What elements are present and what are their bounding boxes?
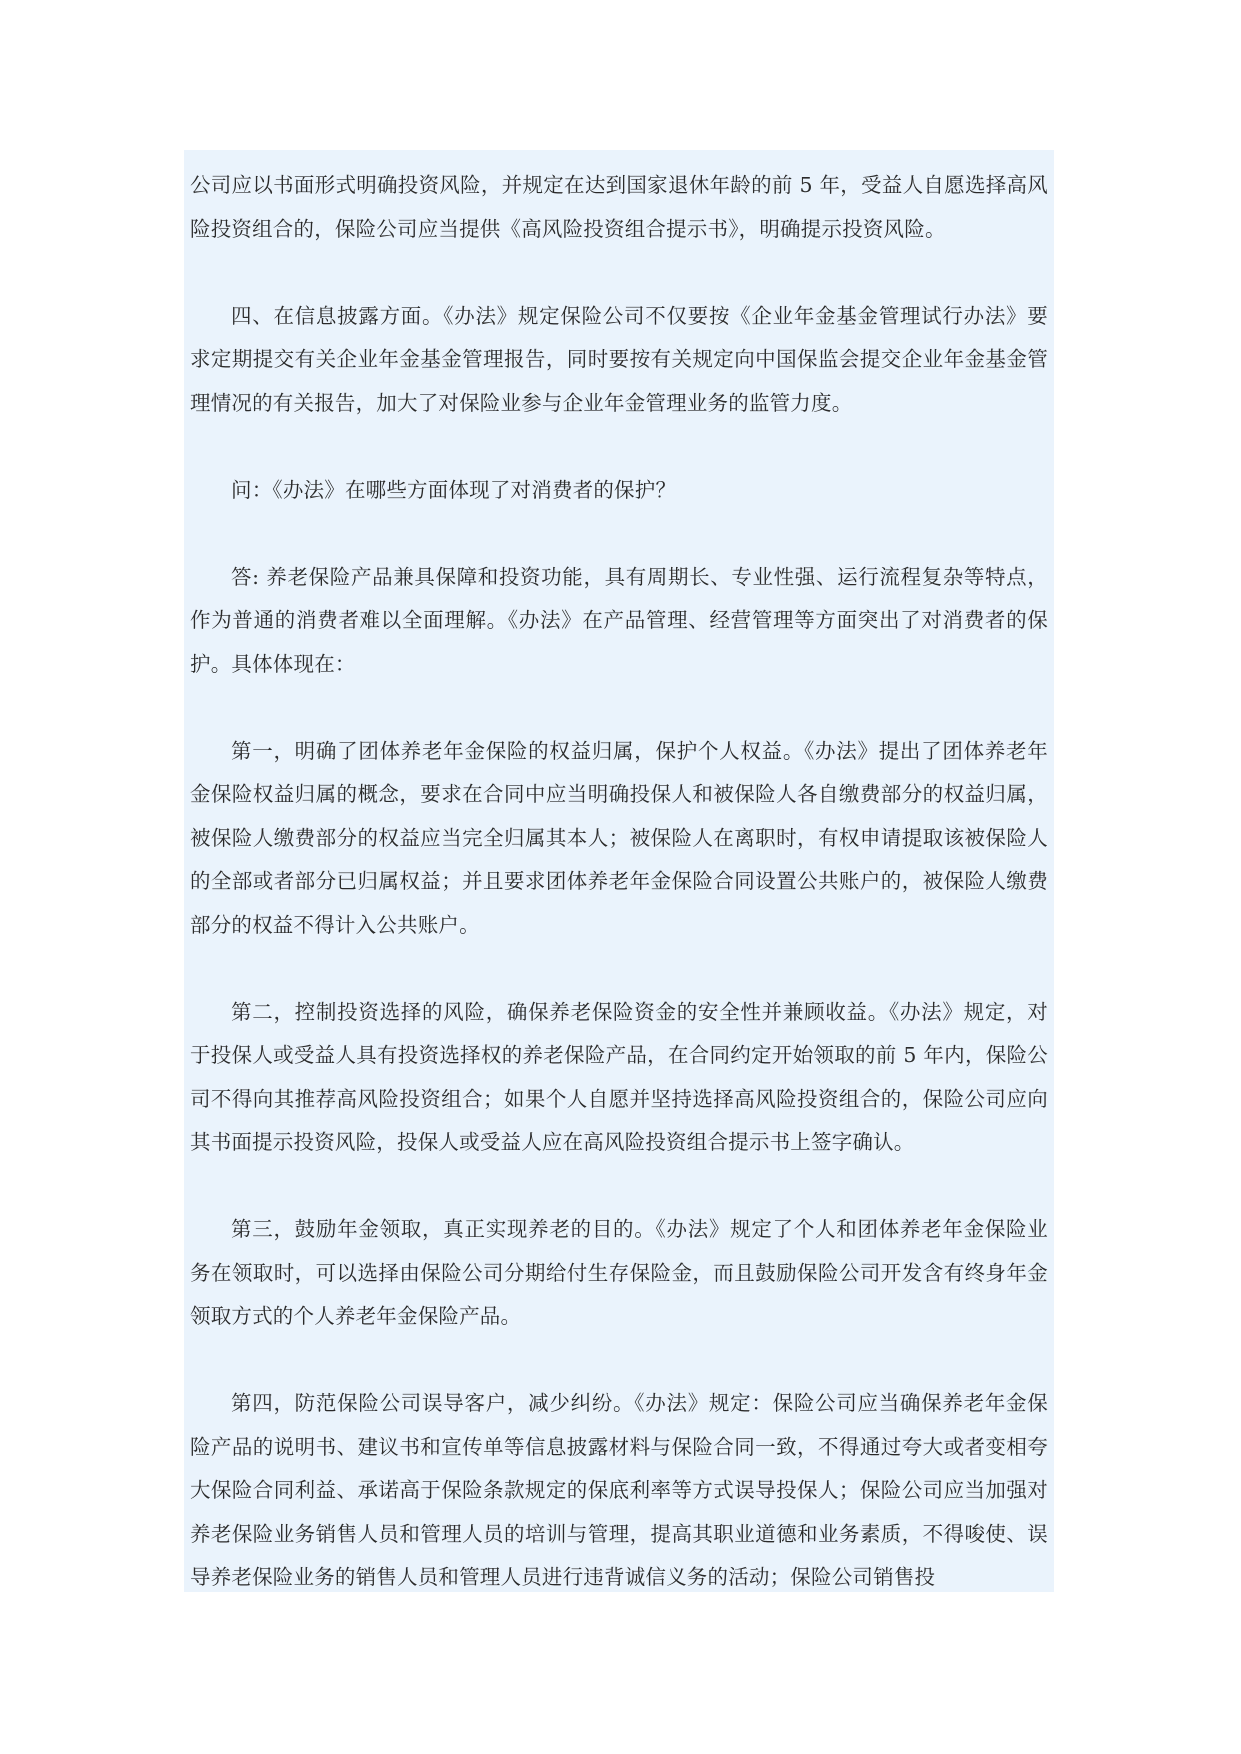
paragraph-point-one: 第一，明确了团体养老年金保险的权益归属，保护个人权益。《办法》提出了团体养老年金保险权益归属的概念，要求在合同中应当明确投保人和被保险人各自缴费部分的权益归属，被保险人缴费部分的权益应当完全归属其本人；被保险人在离职时，有权申请提取该被保险人的全部或者部分已归属权益；并且要求团体养老年金保险合同设置公共账户的，被保险人缴费部分的权益不得计入公共账户。 [190,738,1048,937]
document-text-panel [184,150,1054,1592]
paragraph-point-two: 第二，控制投资选择的风险，确保养老保险资金的安全性并兼顾收益。《办法》规定，对于投保人或受益人具有投资选择权的养老保险产品，在合同约定开始领取的前 5 年内，保险公司不得向其推荐高风险投资组合；如果个人自愿并坚持选择高风险投资组合的，保险公司应向其书面提示投资风险，投保人或受益人应在高风险投资组合提示书上签字确认。 [190,999,1048,1154]
paragraph-point-four: 第四，防范保险公司误导客户，减少纠纷。《办法》规定：保险公司应当确保养老年金保险产品的说明书、建议书和宣传单等信息披露材料与保险合同一致，不得通过夸大或者变相夸大保险合同利益、承诺高于保险条款规定的保底利率等方式误导投保人；保险公司应当加强对养老保险业务销售人员和管理人员的培训与管理，提高其职业道德和业务素质，不得唆使、误导养老保险业务的销售人员和管理人员进行违背诚信义务的活动；保险公司销售投 [190,1391,1048,1589]
paragraph-information-disclosure: 四、在信息披露方面。《办法》规定保险公司不仅要按《企业年金基金管理试行办法》要求定期提交有关企业年金基金管理报告，同时要按有关规定向中国保监会提交企业年金基金管理情况的有关报告，加大了对保险业参与企业年金管理业务的监管力度。 [190,303,1048,415]
paragraph-answer: 答: 养老保险产品兼具保障和投资功能，具有周期长、专业性强、运行流程复杂等特点，作为普通的消费者难以全面理解。《办法》在产品管理、经营管理等方面突出了对消费者的保护。具体体现在： [190,564,1048,676]
paragraph-point-three: 第三，鼓励年金领取，真正实现养老的目的。《办法》规定了个人和团体养老年金保险业务在领取时，可以选择由保险公司分期给付生存保险金，而且鼓励保险公司开发含有终身年金领取方式的个人养老年金保险产品。 [190,1217,1048,1328]
paragraph-question: 问：《办法》在哪些方面体现了对消费者的保护？ [231,477,677,502]
paragraph-continuation: 公司应以书面形式明确投资风险，并规定在达到国家退休年龄的前 5 年，受益人自愿选择高风险投资组合的，保险公司应当提供《高风险投资组合提示书》，明确提示投资风险。 [190,173,1048,241]
